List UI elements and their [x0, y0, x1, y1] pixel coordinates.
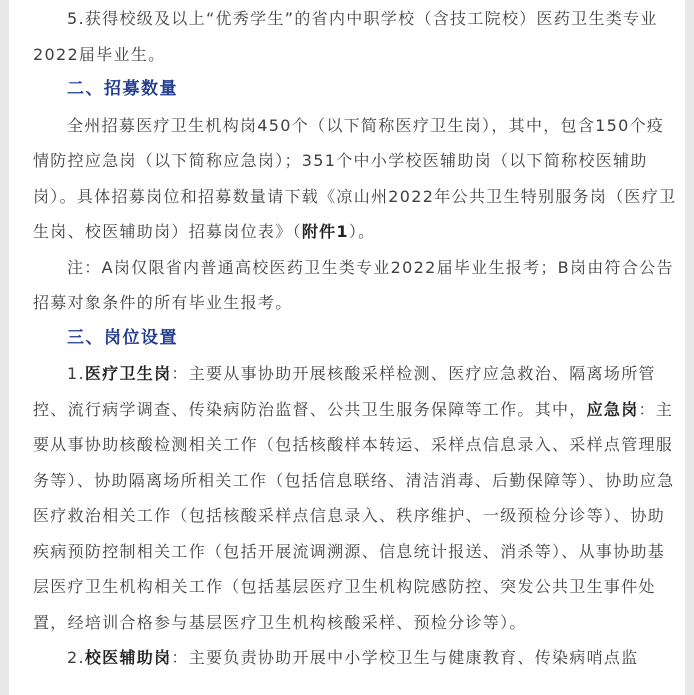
quantity-text-1: 全州招募医疗卫生机构岗450个（以下简称医疗卫生岗），其中，包含150个疫情防控应急岗（以下简称应急岗）；351个中小学校医辅助岗（以下简称校医辅助岗）。具体招募岗位和招募数量请下载《凉山州2022年公共卫生特别服务岗（医疗卫生岗、校医辅助岗）招募岗位表》（ — [33, 115, 677, 241]
section-heading-recruitment-quantity — [33, 72, 679, 108]
recruitment-quantity-paragraph — [33, 108, 679, 250]
emergency-post-title: 应急岗 — [586, 399, 639, 419]
post-item-1-text: ：主要从事协助开展核酸采样检测、医疗应急救治、隔离场所管控、流行病学调查、传染病防治监督、公共卫生服务保障等工作。其中， — [33, 364, 656, 419]
note-paragraph — [33, 250, 679, 321]
post-item-2 — [33, 640, 679, 676]
section-heading-3-text: 三、岗位设置 — [67, 327, 178, 348]
section-heading-2-text: 二、招募数量 — [67, 79, 178, 99]
post-item-2-title: 校医辅助岗 — [84, 648, 172, 667]
article-body — [33, 0, 679, 676]
post-item-2-text: ：主要负责协助开展中小学校卫生与健康教育、传染病哨点监 — [171, 648, 639, 667]
post-item-2-number: 2. — [67, 648, 85, 667]
quantity-text-2: ）。 — [348, 222, 376, 241]
emergency-post-text: ：主要从事协助核酸检测相关工作（包括核酸样本转运、采样点信息录入、采样点管理服务等）、协助隔离场所相关工作（包括信息联络、清洁消毒、后勤保障等）、协助应急医疗救治相关工作（包括核酸采样点信息录入、秩序维护、一级预检分诊等）、协助疾病预防控制相关工作（包括开展流调溯源、信息统计报送、消杀等）、从事协助基层医疗卫生机构相关工作（包括基层医疗卫生机构院感防控、突发公共卫生事件处置，经培训合格参与基层医疗卫生机构核酸采样、预检分诊等）。 — [33, 399, 675, 632]
post-item-1 — [33, 356, 679, 640]
post-item-1-number: 1. — [67, 364, 85, 383]
post-item-1-title: 医疗卫生岗 — [84, 364, 172, 383]
eligibility-item-5-text: 5.获得校级及以上“优秀学生”的省内中职学校（含技工院校）医药卫生类专业2022届毕业生。 — [33, 9, 658, 64]
note-text: 注：A岗仅限省内普通高校医药卫生类专业2022届毕业生报考；B岗由符合公告招募对象条件的所有毕业生报考。 — [33, 257, 674, 312]
eligibility-item-5 — [33, 1, 679, 72]
section-heading-post-settings — [33, 321, 679, 357]
attachment-ref: 附件1 — [301, 222, 349, 241]
